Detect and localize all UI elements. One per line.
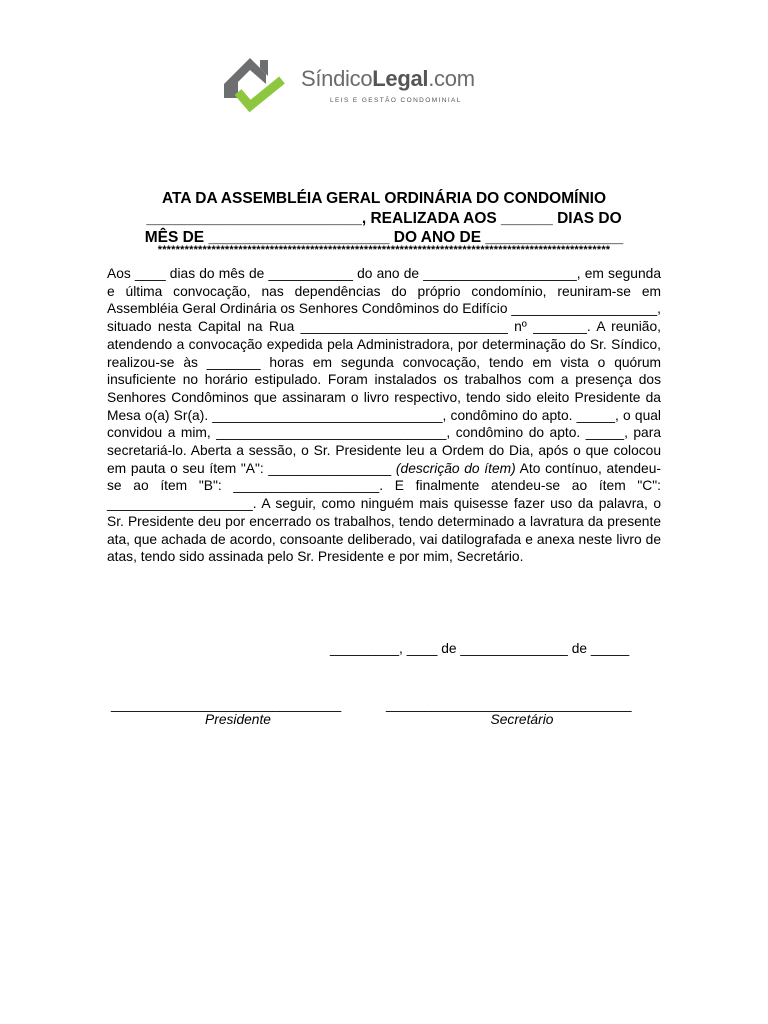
- minutes-body: [107, 265, 661, 566]
- logo-tagline: LEIS E GESTÃO CONDOMINIAL: [330, 97, 462, 104]
- item-description-italic: (descrição do ítem): [395, 460, 516, 476]
- body-paragraph-part-1: Aos ____ dias do mês de ___________ do ano de ____________________, em segunda e última convocação, nas dependências do próprio condomínio, reuniram-se em Assembléia Geral Ordinária os Senhores Condôminos do Edifício ___________________, situado nesta Capital na Rua ___________________________ nº _______. A reunião, atendendo a convocação expedida pela Administradora, por determinação do Sr. Síndico, realizou-se às _______ horas em segunda convocação, tendo em vista o quórum insuficiente no horário estipulado. Foram instalados os trabalhos com a presença dos Senhores Condôminos que assinaram o livro respectivo, tendo sido eleito Presidente da Mesa o(a) Sr(a). ______________________________, condômino do apto. _____, o qual convidou a mim, ______________________________, condômino do apto. _____, para secretariá-lo. Aberta a sessão, o Sr. Presidente leu a Ordem do Dia, após o que colocou em pauta o seu ítem "A": ________________: [107, 266, 661, 476]
- date-line: _________, ____ de ______________ de _____: [330, 641, 630, 656]
- secretary-signature: [386, 697, 658, 727]
- secretary-signature-line: ________________________________: [386, 697, 632, 712]
- sindicolegal-logo: [220, 54, 490, 124]
- president-signature-line: ______________________________: [111, 697, 342, 712]
- title-line-1: ATA DA ASSEMBLÉIA GERAL ORDINÁRIA DO CONDOMÍNIO: [161, 190, 607, 207]
- logo-wordmark: SíndicoLegal.com: [301, 66, 475, 91]
- title-line-3: MÊS DE _____________________ DO ANO DE ________________: [144, 229, 624, 246]
- document-title: [106, 189, 662, 248]
- president-label: Presidente: [205, 712, 271, 727]
- asterisk-separator: *****************************************************************************************************: [157, 244, 611, 256]
- house-check-icon: [220, 54, 290, 124]
- title-line-2: _________________________, REALIZADA AOS ______ DIAS DO: [146, 209, 622, 227]
- secretary-label: Secretário: [490, 712, 554, 727]
- president-signature: [111, 697, 365, 727]
- body-paragraph-part-2: Ato contínuo, atendeu-se ao ítem "B": ___________________. E finalmente atendeu-se ao ítem "C": ___________________. A seguir, como ninguém mais quisesse fazer uso da palavra, o Sr. Presidente deu por encerrado os trabalhos, tendo determinado a lavratura da presente ata, que achada de acordo, consoante deliberado, vai datilografada e anexa neste livro de atas, tendo sido assinada pelo Sr. Presidente e por mim, Secretário.: [107, 460, 661, 565]
